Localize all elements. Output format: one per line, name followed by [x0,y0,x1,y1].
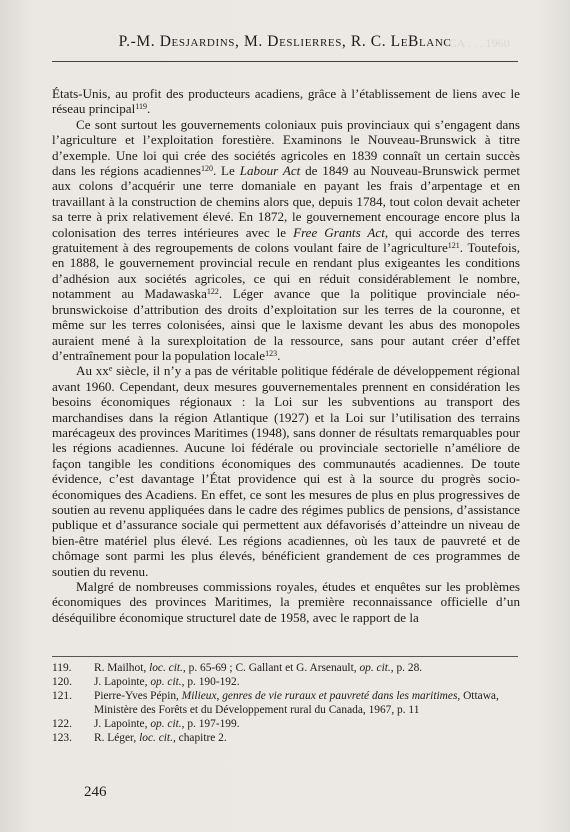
text-run: de 1849 au Nouveau-Brunswick permet aux colons d’acquérir une terre domaniale en payant les frais d’arpentage et en travaillant à la construction de chemins alors que, depuis 1784, tout colon devait acheter sa terre à prix relativement élevé. En 1872, le gouvernement encourage encore plus la colonisation des terres intérieures avec le [52,163,520,240]
footnote-text [94,661,518,675]
text-run: , p. 28. [390,662,423,674]
footnote-marker: 121 [447,241,460,251]
text-run: Malgré de nombreuses commissions royales, études et enquêtes sur les problèmes économiques des provinces Maritimes, la première reconnaissance officielle d’un déséquilibre économique structurel date de 1958, avec le rapport de la [52,579,520,625]
footnote-number: 122. [52,718,72,730]
footnote-number: 119. [52,662,72,674]
italic-text: loc. cit. [139,732,173,744]
italic-text: op. cit. [359,662,391,674]
italic-text: Labour Act [239,163,301,179]
footnote-number: 123. [52,732,72,744]
text-run: . Léger avance que la politique provinciale néo-brunswickoise d’attribution des droits d’exploitation sur les terres de la couronne, et même sur les terres colonisées, ainsi que le laxisme devant les abus des monopoles auraient mené à la surexploitation de la ressource, sans pour autant créer d’effet d’entraînement pour la population locale [52,286,521,363]
footnote [52,675,518,689]
text-run: . [277,347,281,363]
text-run: . Toutefois, en 1888, le gouvernement provincial recule en rendant plus exigeantes les conditions d’adhésion aux sociétés agricoles, ce qui en réduit considérablement le nombre, notamment au Madawaska [52,240,520,302]
text-run: Pierre-Yves Pépin, [94,690,182,702]
bleed-through-text: ACA . . . 1960 [440,36,510,50]
footnote-marker: 122 [206,287,219,297]
italic-text: Milieux, genres de vie ruraux et pauvreté dans les maritimes [181,690,458,702]
body-text [52,86,520,625]
text-run: , qui accorde des terres gratuitement à des regroupements de colons voulant faire de l’agriculture [52,224,520,256]
footnote-text [94,689,518,717]
italic-text: op. cit. [150,718,182,730]
text-run: États-Unis, au profit des producteurs acadiens, grâce à l’établissement de liens avec le réseau principal [52,86,520,117]
text-run: , Ottawa, Ministère des Forêts et du Développement rural du Canada, 1967, p. 11 [94,690,499,716]
italic-text: Free Grants Act [293,224,385,240]
text-run: , chapitre 2. [172,732,227,744]
text-run: Au xx [76,363,109,379]
page-number: 246 [84,784,107,800]
text-run: J. Lapointe, [94,718,151,730]
footnote [52,731,518,745]
text-run: J. Lapointe, [94,676,151,688]
footnote-text [94,717,518,731]
text-run: , p. 190-192. [181,676,240,688]
italic-text: loc. cit. [149,662,183,674]
text-run: R. Mailhot, [94,662,150,674]
footnote-number: 120. [52,676,72,688]
text-run: . [146,101,151,117]
footnote-marker: 119 [135,102,147,112]
text-run: siècle, il n’y a pas de véritable politique fédérale de développement régional avant 1960. Cependant, deux mesures gouvernementales prennent en considération les besoins économiques régionaux : la Loi sur les subventions au transport des marchandises dans la région Atlantique (1927) et la Loi sur l’utilisation des terrains marécageux des provinces Maritimes (1948), sans donner de résultats remarquables pour les régions acadiennes. Aucune loi fédérale ou provinciale sectorielle n’améliore de façon tangible les conditions économiques des communautés acadiennes. De toute évidence, c’est davantage l’État providence qui est à la source du progrès socio-économiques des Acadiens. En effet, ce sont les mesures de plus en plus progressives de soutien au revenu appliquées dans le cadre des régimes publics de pensions, d’assistance publique et d’assurance sociale qui permettent aux défavorisés d’atteindre un niveau de bien-être matériel plus élevé. Les régions acadiennes, où les taux de pauvreté et de chômage sont parmi les plus élevés, bénéficient grandement de ces programmes de soutien du revenu. [52,363,521,579]
footnote-marker: 123 [265,348,278,358]
footnote-marker: e [108,364,113,374]
paragraph [52,86,520,117]
paragraph [52,579,520,625]
header-rule [52,61,518,62]
footnotes [52,661,518,745]
running-head: P.-M. Desjardins, M. Deslierres, R. C. LeBlanc [118,33,452,50]
text-run: , p. 197-199. [181,718,240,730]
footnote-text [94,675,518,689]
footnote-rule [52,656,518,657]
footnote [52,717,518,731]
italic-text: op. cit. [150,676,182,688]
footnote [52,689,518,717]
paragraph [52,363,520,579]
text-run: R. Léger, [94,732,140,744]
footnote-text [94,731,518,745]
text-run: Ce sont surtout les gouvernements coloniaux puis provinciaux qui s’engagent dans l’agriculture et l’exploitation forestière. Examinons le Nouveau-Brunswick à titre d’exemple. Une loi qui crée des sociétés agricoles en 1839 connaît un certain succès dans les régions acadiennes [52,116,520,179]
footnote-marker: 120 [200,164,213,174]
text-run: , p. 65-69 ; C. Gallant et G. Arsenault, [182,662,360,674]
paragraph [52,117,520,364]
text-run: . Le [212,163,240,179]
footnote [52,661,518,675]
footnote-number: 121. [52,690,72,702]
